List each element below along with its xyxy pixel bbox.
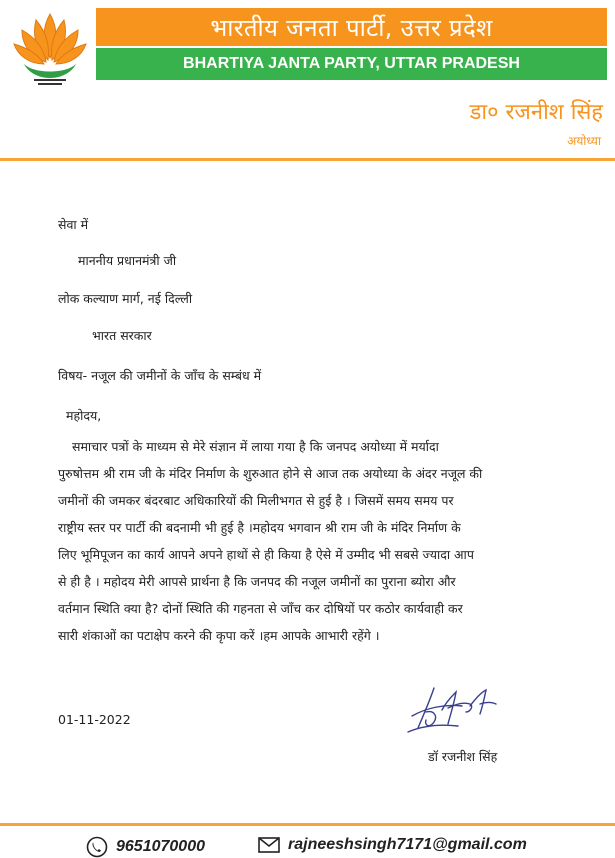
footer-email: [258, 836, 527, 854]
recipient-address: लोक कल्याण मार्ग, नई दिल्ली: [58, 291, 193, 306]
lotus-logo-icon: [12, 8, 88, 94]
handwritten-signature: [404, 682, 500, 738]
body-line: सारी शंकाओं का पटाक्षेप करने की कृपा करें ।हम आपके आभारी रहेंगे ।: [58, 628, 380, 643]
body-line: वर्तमान स्थिति क्या है? दोनों स्थिति की गहनता से जाँच कर दोषियों पर कठोर कार्यवाही कर: [58, 601, 463, 616]
body-line: पुरुषोत्तम श्री राम जी के मंदिर निर्माण के शुरुआत होने से आज तक अयोध्या के अंदर नजूल की: [58, 466, 483, 481]
party-hindi-banner: [96, 8, 607, 46]
signatory-name: डॉ रजनीश सिंह: [428, 749, 498, 764]
body-line: लिए भूमिपूजन का कार्य आपने अपने हाथों से ही किया है ऐसे में उम्मीद भी सबसे ज्यादा आप: [58, 547, 474, 562]
footer-divider: [0, 823, 615, 826]
sender-city-header: अयोध्या: [567, 134, 601, 148]
phone-icon: [86, 836, 108, 858]
body-line: जमीनों की जमकर बंदरबाट अधिकारियों की मिलीभगत से हुई है । जिसमें समय समय पर: [58, 493, 454, 508]
salutation-to: सेवा में: [58, 217, 89, 232]
letter-subject: विषय- नजूल की जमीनों के जाँच के सम्बंध में: [58, 368, 262, 383]
party-english-name: BHARTIYA JANTA PARTY, UTTAR PRADESH: [183, 55, 520, 72]
letter-body: [58, 433, 578, 649]
email-address[interactable]: rajneeshsingh7171@gmail.com: [288, 836, 527, 853]
sender-name-header: डा० रजनीश सिंह: [469, 100, 603, 125]
party-english-banner: [96, 48, 607, 80]
body-line: राष्ट्रीय स्तर पर पार्टी की बदनामी भी हुई है ।महोदय भगवान श्री राम जी के मंदिर निर्माण के: [58, 520, 461, 535]
envelope-icon: [258, 837, 280, 853]
letter-date: 01-11-2022: [58, 712, 131, 727]
recipient-government: भारत सरकार: [92, 328, 152, 343]
letter-greeting: महोदय,: [66, 408, 102, 423]
header-divider: [0, 158, 615, 161]
body-line: समाचार पत्रों के माध्यम से मेरे संज्ञान में लाया गया है कि जनपद अयोध्या में मर्यादा: [72, 439, 439, 454]
body-line: से ही है । महोदय मेरी आपसे प्रार्थना है कि जनपद की नजूल जमीनों का पुराना ब्योरा और: [58, 574, 456, 589]
footer-phone: [86, 836, 205, 858]
phone-number[interactable]: 9651070000: [116, 838, 205, 855]
party-hindi-name: भारतीय जनता पार्टी, उत्तर प्रदेश: [210, 13, 493, 42]
recipient: माननीय प्रधानमंत्री जी: [78, 253, 177, 268]
